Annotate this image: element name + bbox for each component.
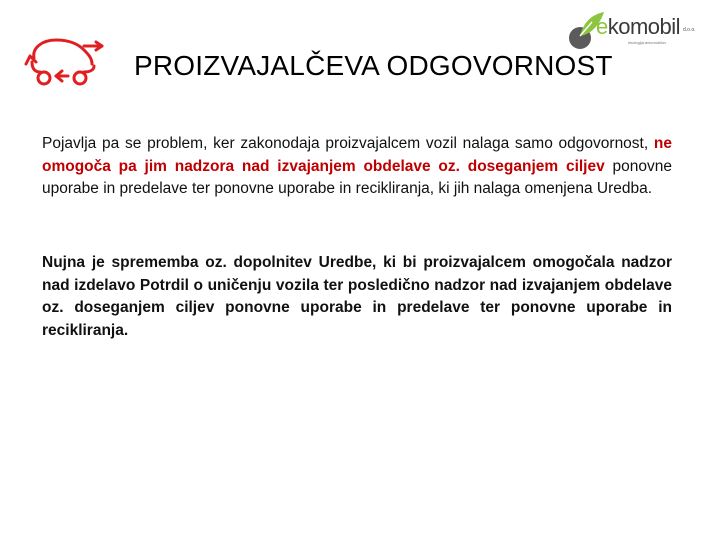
paragraph-proposal: Nujna je sprememba oz. dopolnitev Uredbe, ki bi proizvajalcem omogočala nadzor nad izdelavo Potrdil o uničenju vozila ter posledično nadzor nad izvajanjem obdelave oz. doseganjem ciljev ponovne uporabe in predelave ter ponovne uporabe in recikliranja. — [42, 254, 672, 339]
page-title: PROIZVAJALČEVA ODGOVORNOST — [134, 50, 613, 81]
paragraph-text: Pojavlja pa se problem, ker zakonodaja proizvajalcem vozil nalaga samo odgovornost, — [42, 135, 654, 152]
car-recycle-icon — [22, 28, 106, 90]
paragraph-problem — [42, 133, 672, 201]
brand-name: ekomobil — [596, 14, 681, 39]
paragraph-text: ponovne uporabe in predelave ter ponovne uporabe in recikliranja, ki jih nalaga omenjena Uredba. — [42, 157, 672, 197]
highlighted-text: ne omogoča pa jim nadzora nad izvajanjem obdelave oz. doseganjem ciljev — [42, 135, 672, 175]
brand-tagline: ekologija.avtomobilov — [628, 40, 667, 45]
brand-suffix: d.o.o. — [683, 27, 696, 33]
brand-logo — [566, 6, 712, 56]
